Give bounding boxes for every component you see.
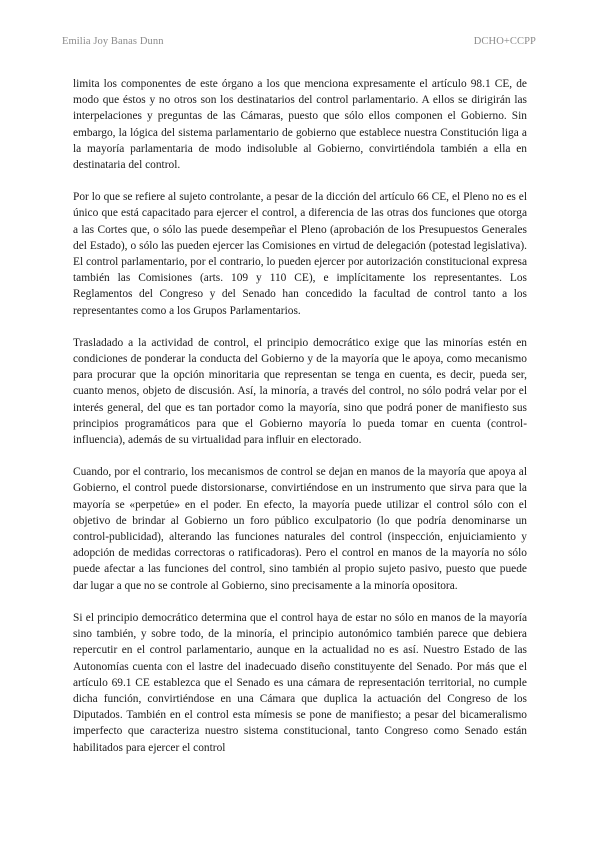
paragraph: limita los componentes de este órgano a los que menciona expresamente el artículo 98.1 CE, de modo que éstos y no otros son los destinatarios del control parlamentario. A ellos se dirigirán las interpelaciones y preguntas de las Cámaras, puesto que sólo ellos componen el Gobierno. Sin embargo, la lógica del sistema parlamentario de gobierno que establece nuestra Constitución liga a la mayoría parlamentaria de modo indisoluble al Gobierno, convirtiéndola también a ella en destinataria del control. — [73, 78, 527, 172]
header-author: Emilia Joy Banas Dunn — [62, 36, 164, 47]
paragraph: Trasladado a la actividad de control, el principio democrático exige que las minorías estén en condiciones de ponderar la conducta del Gobierno y de la mayoría que le apoya, como mecanismo para procurar que la opción minoritaria que representan se tenga en cuenta, es decir, pueda ser, cuanto menos, objeto de discusión. Así, la minoría, a través del control, no sólo podrá velar por el interés general, del que es tan portador como la mayoría, sino que podrá poner de manifiesto sus principios programáticos para que el Gobierno mayoría lo pueda tomar en cuenta (control-influencia), además de su virtualidad para influir en electorado. — [73, 336, 527, 447]
paragraph: Cuando, por el contrario, los mecanismos de control se dejan en manos de la mayoría que apoya al Gobierno, el control puede distorsionarse, convirtiéndose en un instrumento que sirva para que la mayoría se «perpetúe» en el poder. En efecto, la mayoría puede utilizar el control sólo con el objetivo de brindar al Gobierno un foro público exculpatorio (lo que podría denominarse un control-publicidad), alterando las funciones naturales del control (inspección, enjuiciamiento y adopción de medidas correctoras o ratificadoras). Pero el control en manos de la mayoría no sólo puede afectar a las funciones del control, sino también al propio sujeto pasivo, puesto que puede dar lugar a que no se controle al Gobierno, sino precisamente a la minoría opositora. — [73, 466, 527, 592]
page-header — [62, 36, 536, 47]
header-course: DCHO+CCPP — [473, 36, 536, 47]
paragraph: Por lo que se refiere al sujeto controlante, a pesar de la dicción del artículo 66 CE, el Pleno no es el único que está capacitado para ejercer el control, a diferencia de las otras dos funciones que otorga a las Cortes que, o sólo las puede desempeñar el Pleno (aprobación de los Presupuestos Generales del Estado), o sólo las pueden ejercer las Comisiones en virtud de delegación (potestad legislativa). El control parlamentario, por el contrario, lo pueden ejercer por autorización constitucional expresa también las Comisiones (arts. 109 y 110 CE), e implícitamente los representantes. Los Reglamentos del Congreso y del Senado han concedido la facultad de control tanto a los representantes como a los Grupos Parlamentarios. — [73, 191, 527, 317]
document-body — [73, 76, 527, 772]
paragraph: Si el principio democrático determina que el control haya de estar no sólo en manos de la mayoría sino también, y sobre todo, de la minoría, el principio autonómico también parece que debiera repercutir en el control parlamentario, aunque en la actualidad no es así. Nuestro Estado de las Autonomías cuenta con el lastre del inadecuado diseño constituyente del Senado. Por más que el artículo 69.1 CE establezca que el Senado es una cámara de representación territorial, no cumple dicha función, convirtiéndose en una Cámara que duplica la actuación del Congreso de los Diputados. También en el control esta mímesis se pone de manifiesto; a pesar del bicameralismo imperfecto que caracteriza nuestro sistema constitucional, tanto Congreso como Senado están habilitados para ejercer el control — [73, 611, 527, 754]
